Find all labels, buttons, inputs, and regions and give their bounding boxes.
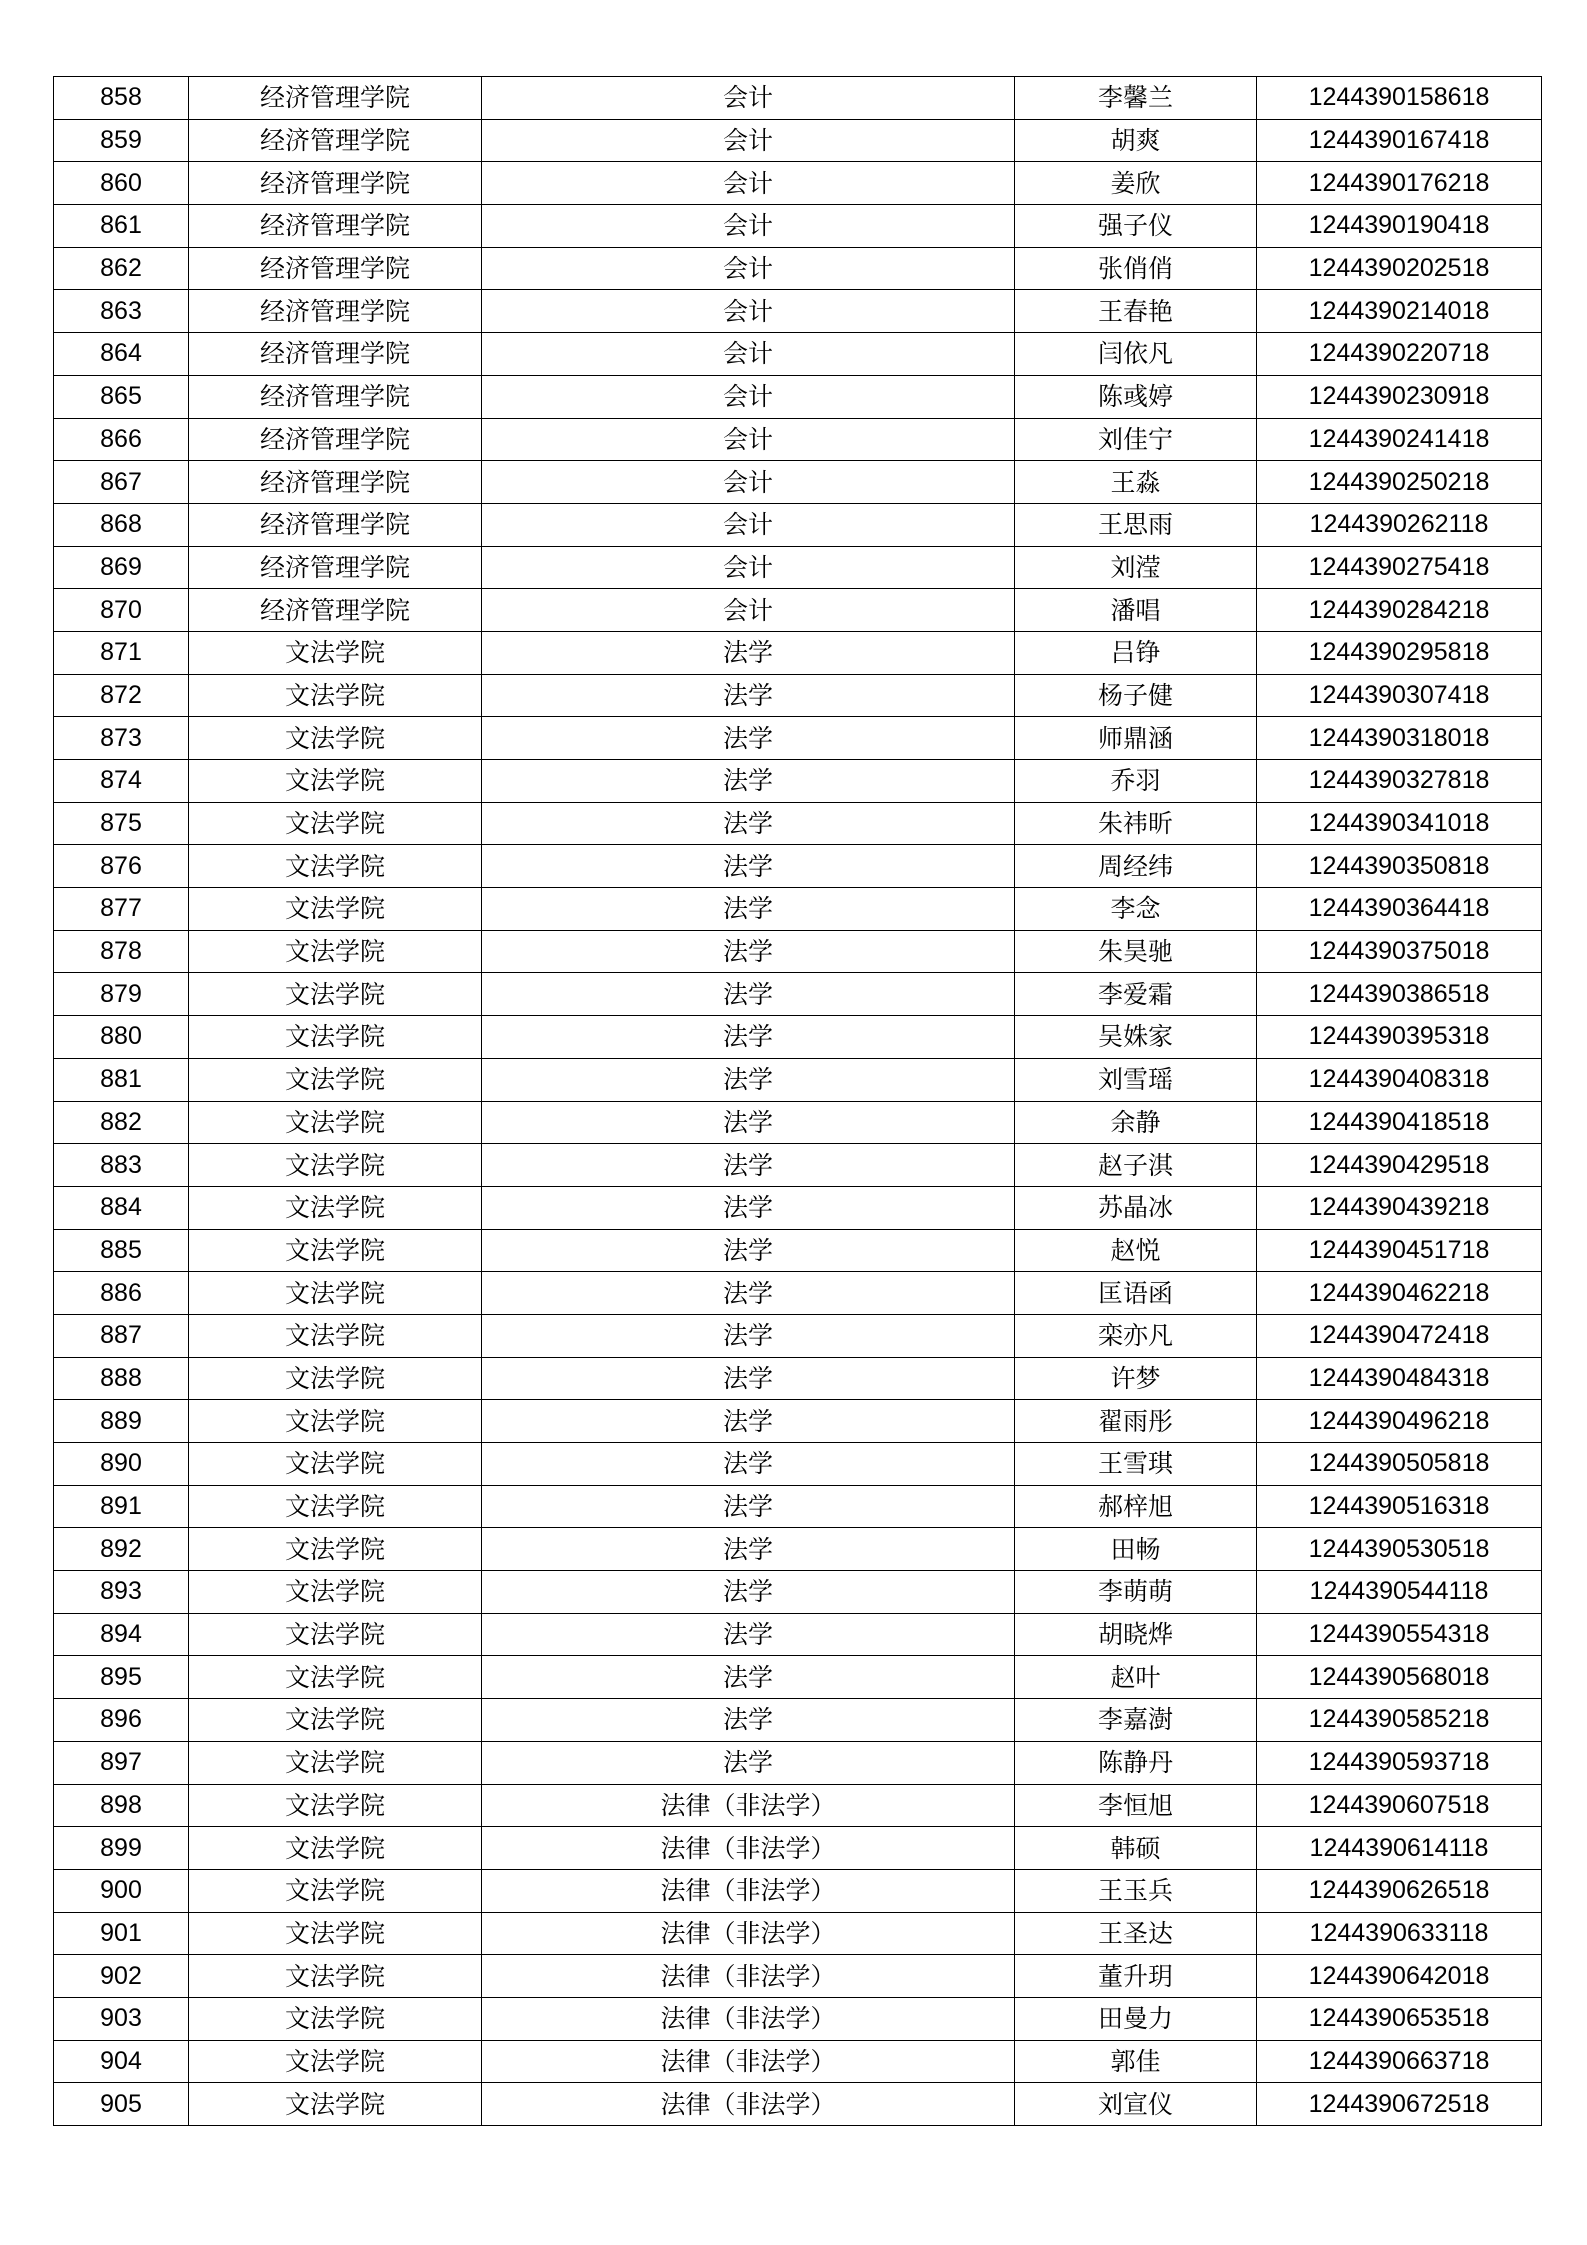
row-number-cell: 893 [54, 1571, 189, 1614]
table-row [54, 162, 1542, 205]
row-number-cell: 866 [54, 418, 189, 461]
major-cell: 法学 [482, 1485, 1015, 1528]
student-name-cell: 郭佳 [1015, 2040, 1257, 2083]
student-name-cell: 强子仪 [1015, 205, 1257, 248]
major-cell: 法律（非法学） [482, 1784, 1015, 1827]
college-cell: 文法学院 [189, 930, 482, 973]
college-cell: 文法学院 [189, 1741, 482, 1784]
college-cell: 经济管理学院 [189, 205, 482, 248]
exam-id-cell: 1244390220718 [1257, 333, 1542, 376]
exam-id-cell: 1244390439218 [1257, 1186, 1542, 1229]
college-cell: 经济管理学院 [189, 333, 482, 376]
college-cell: 文法学院 [189, 1955, 482, 1998]
student-name-cell: 杨子健 [1015, 674, 1257, 717]
student-name-cell: 朱祎昕 [1015, 802, 1257, 845]
table-row [54, 589, 1542, 632]
student-name-cell: 刘佳宁 [1015, 418, 1257, 461]
row-number-cell: 867 [54, 461, 189, 504]
major-cell: 法学 [482, 1314, 1015, 1357]
table-row [54, 2083, 1542, 2126]
exam-id-cell: 1244390484318 [1257, 1357, 1542, 1400]
major-cell: 法学 [482, 1357, 1015, 1400]
college-cell: 文法学院 [189, 1058, 482, 1101]
table-row [54, 503, 1542, 546]
row-number-cell: 901 [54, 1912, 189, 1955]
exam-id-cell: 1244390607518 [1257, 1784, 1542, 1827]
row-number-cell: 861 [54, 205, 189, 248]
table-row [54, 1485, 1542, 1528]
student-name-cell: 赵悦 [1015, 1229, 1257, 1272]
college-cell: 文法学院 [189, 1314, 482, 1357]
exam-id-cell: 1244390642018 [1257, 1955, 1542, 1998]
row-number-cell: 864 [54, 333, 189, 376]
student-name-cell: 韩硕 [1015, 1827, 1257, 1870]
student-name-cell: 王思雨 [1015, 503, 1257, 546]
college-cell: 文法学院 [189, 802, 482, 845]
student-name-cell: 余静 [1015, 1101, 1257, 1144]
exam-id-cell: 1244390318018 [1257, 717, 1542, 760]
table-row [54, 461, 1542, 504]
exam-id-cell: 1244390241418 [1257, 418, 1542, 461]
student-name-cell: 乔羽 [1015, 760, 1257, 803]
student-name-cell: 朱昊驰 [1015, 930, 1257, 973]
major-cell: 会计 [482, 333, 1015, 376]
table-row [54, 1314, 1542, 1357]
student-name-cell: 栾亦凡 [1015, 1314, 1257, 1357]
student-name-cell: 郝梓旭 [1015, 1485, 1257, 1528]
student-name-cell: 王春艳 [1015, 290, 1257, 333]
student-name-cell: 赵子淇 [1015, 1144, 1257, 1187]
college-cell: 文法学院 [189, 2083, 482, 2126]
exam-id-cell: 1244390593718 [1257, 1741, 1542, 1784]
college-cell: 经济管理学院 [189, 503, 482, 546]
table-row [54, 1613, 1542, 1656]
exam-id-cell: 1244390364418 [1257, 888, 1542, 931]
major-cell: 法学 [482, 1144, 1015, 1187]
table-row [54, 888, 1542, 931]
college-cell: 文法学院 [189, 1997, 482, 2040]
college-cell: 文法学院 [189, 1571, 482, 1614]
student-name-cell: 翟雨彤 [1015, 1400, 1257, 1443]
table-row [54, 1571, 1542, 1614]
college-cell: 经济管理学院 [189, 77, 482, 120]
exam-id-cell: 1244390633118 [1257, 1912, 1542, 1955]
row-number-cell: 873 [54, 717, 189, 760]
row-number-cell: 905 [54, 2083, 189, 2126]
table-row [54, 1528, 1542, 1571]
table-row [54, 1229, 1542, 1272]
major-cell: 法学 [482, 973, 1015, 1016]
major-cell: 法学 [482, 1571, 1015, 1614]
student-name-cell: 闫依凡 [1015, 333, 1257, 376]
college-cell: 经济管理学院 [189, 119, 482, 162]
college-cell: 文法学院 [189, 1357, 482, 1400]
exam-id-cell: 1244390516318 [1257, 1485, 1542, 1528]
row-number-cell: 883 [54, 1144, 189, 1187]
row-number-cell: 886 [54, 1272, 189, 1315]
table-row [54, 1997, 1542, 2040]
major-cell: 会计 [482, 418, 1015, 461]
college-cell: 文法学院 [189, 1869, 482, 1912]
student-name-cell: 董升玥 [1015, 1955, 1257, 1998]
major-cell: 法学 [482, 888, 1015, 931]
exam-id-cell: 1244390672518 [1257, 2083, 1542, 2126]
student-name-cell: 胡晓烨 [1015, 1613, 1257, 1656]
major-cell: 会计 [482, 546, 1015, 589]
college-cell: 文法学院 [189, 1186, 482, 1229]
exam-id-cell: 1244390429518 [1257, 1144, 1542, 1187]
exam-id-cell: 1244390614118 [1257, 1827, 1542, 1870]
exam-id-cell: 1244390462218 [1257, 1272, 1542, 1315]
row-number-cell: 885 [54, 1229, 189, 1272]
table-row [54, 674, 1542, 717]
major-cell: 法学 [482, 1741, 1015, 1784]
row-number-cell: 872 [54, 674, 189, 717]
major-cell: 法学 [482, 631, 1015, 674]
exam-id-cell: 1244390472418 [1257, 1314, 1542, 1357]
exam-id-cell: 1244390214018 [1257, 290, 1542, 333]
row-number-cell: 862 [54, 247, 189, 290]
table-row [54, 333, 1542, 376]
row-number-cell: 871 [54, 631, 189, 674]
student-name-cell: 李萌萌 [1015, 1571, 1257, 1614]
college-cell: 文法学院 [189, 1656, 482, 1699]
student-name-cell: 周经纬 [1015, 845, 1257, 888]
college-cell: 文法学院 [189, 1229, 482, 1272]
major-cell: 法律（非法学） [482, 2083, 1015, 2126]
row-number-cell: 903 [54, 1997, 189, 2040]
student-name-cell: 李恒旭 [1015, 1784, 1257, 1827]
row-number-cell: 889 [54, 1400, 189, 1443]
major-cell: 法学 [482, 1443, 1015, 1486]
student-name-cell: 许梦 [1015, 1357, 1257, 1400]
college-cell: 经济管理学院 [189, 375, 482, 418]
exam-id-cell: 1244390250218 [1257, 461, 1542, 504]
row-number-cell: 899 [54, 1827, 189, 1870]
student-name-cell: 吴姝家 [1015, 1016, 1257, 1059]
exam-id-cell: 1244390554318 [1257, 1613, 1542, 1656]
student-name-cell: 师鼎涵 [1015, 717, 1257, 760]
table-row [54, 2040, 1542, 2083]
major-cell: 会计 [482, 589, 1015, 632]
student-name-cell: 刘宣仪 [1015, 2083, 1257, 2126]
college-cell: 文法学院 [189, 2040, 482, 2083]
exam-id-cell: 1244390663718 [1257, 2040, 1542, 2083]
college-cell: 经济管理学院 [189, 461, 482, 504]
college-cell: 文法学院 [189, 1144, 482, 1187]
major-cell: 法律（非法学） [482, 1869, 1015, 1912]
row-number-cell: 890 [54, 1443, 189, 1486]
table-row [54, 1827, 1542, 1870]
student-name-cell: 王圣达 [1015, 1912, 1257, 1955]
table-row [54, 717, 1542, 760]
major-cell: 法学 [482, 1699, 1015, 1742]
table-row [54, 77, 1542, 120]
row-number-cell: 896 [54, 1699, 189, 1742]
college-cell: 经济管理学院 [189, 418, 482, 461]
student-name-cell: 苏晶冰 [1015, 1186, 1257, 1229]
major-cell: 会计 [482, 290, 1015, 333]
row-number-cell: 882 [54, 1101, 189, 1144]
major-cell: 会计 [482, 77, 1015, 120]
row-number-cell: 859 [54, 119, 189, 162]
table-row [54, 1869, 1542, 1912]
student-name-cell: 胡爽 [1015, 119, 1257, 162]
major-cell: 法律（非法学） [482, 1997, 1015, 2040]
student-name-cell: 田曼力 [1015, 1997, 1257, 2040]
table-row [54, 1058, 1542, 1101]
major-cell: 法律（非法学） [482, 1912, 1015, 1955]
student-name-cell: 李嘉澍 [1015, 1699, 1257, 1742]
row-number-cell: 880 [54, 1016, 189, 1059]
exam-id-cell: 1244390190418 [1257, 205, 1542, 248]
major-cell: 法学 [482, 1186, 1015, 1229]
exam-id-cell: 1244390176218 [1257, 162, 1542, 205]
major-cell: 法学 [482, 1016, 1015, 1059]
row-number-cell: 904 [54, 2040, 189, 2083]
major-cell: 法学 [482, 1528, 1015, 1571]
row-number-cell: 894 [54, 1613, 189, 1656]
student-name-cell: 赵叶 [1015, 1656, 1257, 1699]
college-cell: 文法学院 [189, 674, 482, 717]
row-number-cell: 870 [54, 589, 189, 632]
table-row [54, 845, 1542, 888]
table-row [54, 1443, 1542, 1486]
exam-id-cell: 1244390544118 [1257, 1571, 1542, 1614]
exam-id-cell: 1244390626518 [1257, 1869, 1542, 1912]
exam-id-cell: 1244390275418 [1257, 546, 1542, 589]
exam-id-cell: 1244390395318 [1257, 1016, 1542, 1059]
table-row [54, 119, 1542, 162]
exam-id-cell: 1244390408318 [1257, 1058, 1542, 1101]
row-number-cell: 865 [54, 375, 189, 418]
student-name-cell: 陈彧婷 [1015, 375, 1257, 418]
table-row [54, 631, 1542, 674]
exam-id-cell: 1244390167418 [1257, 119, 1542, 162]
table-row [54, 1656, 1542, 1699]
major-cell: 法学 [482, 1613, 1015, 1656]
exam-id-cell: 1244390418518 [1257, 1101, 1542, 1144]
exam-id-cell: 1244390350818 [1257, 845, 1542, 888]
row-number-cell: 878 [54, 930, 189, 973]
student-name-cell: 潘唱 [1015, 589, 1257, 632]
student-name-cell: 李爱霜 [1015, 973, 1257, 1016]
table-row [54, 1912, 1542, 1955]
table-row [54, 1186, 1542, 1229]
major-cell: 法学 [482, 1101, 1015, 1144]
student-name-cell: 李念 [1015, 888, 1257, 931]
major-cell: 会计 [482, 503, 1015, 546]
major-cell: 会计 [482, 119, 1015, 162]
row-number-cell: 860 [54, 162, 189, 205]
major-cell: 会计 [482, 461, 1015, 504]
student-name-cell: 姜欣 [1015, 162, 1257, 205]
major-cell: 会计 [482, 375, 1015, 418]
college-cell: 文法学院 [189, 1613, 482, 1656]
student-name-cell: 吕铮 [1015, 631, 1257, 674]
table-row [54, 1784, 1542, 1827]
table-row [54, 760, 1542, 803]
table-row [54, 1357, 1542, 1400]
student-name-cell: 陈静丹 [1015, 1741, 1257, 1784]
row-number-cell: 879 [54, 973, 189, 1016]
table-row [54, 290, 1542, 333]
row-number-cell: 863 [54, 290, 189, 333]
major-cell: 会计 [482, 205, 1015, 248]
table-row [54, 802, 1542, 845]
table-row [54, 247, 1542, 290]
table-row [54, 1101, 1542, 1144]
exam-id-cell: 1244390375018 [1257, 930, 1542, 973]
exam-id-cell: 1244390585218 [1257, 1699, 1542, 1742]
exam-id-cell: 1244390307418 [1257, 674, 1542, 717]
major-cell: 法学 [482, 1272, 1015, 1315]
row-number-cell: 876 [54, 845, 189, 888]
student-name-cell: 刘滢 [1015, 546, 1257, 589]
table-row [54, 1955, 1542, 1998]
college-cell: 文法学院 [189, 888, 482, 931]
exam-id-cell: 1244390284218 [1257, 589, 1542, 632]
exam-id-cell: 1244390530518 [1257, 1528, 1542, 1571]
row-number-cell: 898 [54, 1784, 189, 1827]
major-cell: 法学 [482, 717, 1015, 760]
exam-id-cell: 1244390202518 [1257, 247, 1542, 290]
student-name-cell: 李馨兰 [1015, 77, 1257, 120]
major-cell: 法律（非法学） [482, 1955, 1015, 1998]
row-number-cell: 895 [54, 1656, 189, 1699]
college-cell: 经济管理学院 [189, 162, 482, 205]
major-cell: 法学 [482, 1656, 1015, 1699]
row-number-cell: 877 [54, 888, 189, 931]
exam-id-cell: 1244390230918 [1257, 375, 1542, 418]
college-cell: 文法学院 [189, 717, 482, 760]
college-cell: 经济管理学院 [189, 290, 482, 333]
exam-id-cell: 1244390386518 [1257, 973, 1542, 1016]
major-cell: 法律（非法学） [482, 2040, 1015, 2083]
table-row [54, 1016, 1542, 1059]
exam-id-cell: 1244390158618 [1257, 77, 1542, 120]
table-row [54, 1400, 1542, 1443]
college-cell: 经济管理学院 [189, 247, 482, 290]
college-cell: 文法学院 [189, 973, 482, 1016]
college-cell: 文法学院 [189, 1272, 482, 1315]
student-name-cell: 刘雪瑶 [1015, 1058, 1257, 1101]
row-number-cell: 888 [54, 1357, 189, 1400]
exam-id-cell: 1244390496218 [1257, 1400, 1542, 1443]
major-cell: 法学 [482, 845, 1015, 888]
row-number-cell: 891 [54, 1485, 189, 1528]
college-cell: 文法学院 [189, 760, 482, 803]
major-cell: 法学 [482, 760, 1015, 803]
college-cell: 文法学院 [189, 631, 482, 674]
student-name-cell: 田畅 [1015, 1528, 1257, 1571]
student-name-cell: 王淼 [1015, 461, 1257, 504]
exam-id-cell: 1244390451718 [1257, 1229, 1542, 1272]
table-row [54, 1144, 1542, 1187]
major-cell: 会计 [482, 247, 1015, 290]
exam-id-cell: 1244390327818 [1257, 760, 1542, 803]
college-cell: 文法学院 [189, 1827, 482, 1870]
major-cell: 法学 [482, 1400, 1015, 1443]
major-cell: 法学 [482, 1058, 1015, 1101]
row-number-cell: 897 [54, 1741, 189, 1784]
roster-table [53, 76, 1542, 2126]
exam-id-cell: 1244390568018 [1257, 1656, 1542, 1699]
major-cell: 法学 [482, 930, 1015, 973]
major-cell: 会计 [482, 162, 1015, 205]
row-number-cell: 887 [54, 1314, 189, 1357]
college-cell: 经济管理学院 [189, 546, 482, 589]
college-cell: 文法学院 [189, 1400, 482, 1443]
major-cell: 法学 [482, 802, 1015, 845]
table-row [54, 375, 1542, 418]
college-cell: 文法学院 [189, 1101, 482, 1144]
table-row [54, 930, 1542, 973]
row-number-cell: 902 [54, 1955, 189, 1998]
exam-id-cell: 1244390295818 [1257, 631, 1542, 674]
major-cell: 法律（非法学） [482, 1827, 1015, 1870]
table-row [54, 1272, 1542, 1315]
row-number-cell: 900 [54, 1869, 189, 1912]
major-cell: 法学 [482, 1229, 1015, 1272]
table-row [54, 973, 1542, 1016]
exam-id-cell: 1244390505818 [1257, 1443, 1542, 1486]
row-number-cell: 858 [54, 77, 189, 120]
row-number-cell: 868 [54, 503, 189, 546]
college-cell: 文法学院 [189, 1528, 482, 1571]
table-row [54, 205, 1542, 248]
table-row [54, 1699, 1542, 1742]
college-cell: 文法学院 [189, 845, 482, 888]
table-row [54, 418, 1542, 461]
student-name-cell: 王雪琪 [1015, 1443, 1257, 1486]
row-number-cell: 881 [54, 1058, 189, 1101]
exam-id-cell: 1244390262118 [1257, 503, 1542, 546]
major-cell: 法学 [482, 674, 1015, 717]
college-cell: 经济管理学院 [189, 589, 482, 632]
exam-id-cell: 1244390341018 [1257, 802, 1542, 845]
student-name-cell: 王玉兵 [1015, 1869, 1257, 1912]
college-cell: 文法学院 [189, 1784, 482, 1827]
row-number-cell: 875 [54, 802, 189, 845]
college-cell: 文法学院 [189, 1912, 482, 1955]
row-number-cell: 874 [54, 760, 189, 803]
student-name-cell: 张俏俏 [1015, 247, 1257, 290]
table-row [54, 546, 1542, 589]
row-number-cell: 869 [54, 546, 189, 589]
roster-body [54, 77, 1542, 2126]
college-cell: 文法学院 [189, 1443, 482, 1486]
table-row [54, 1741, 1542, 1784]
college-cell: 文法学院 [189, 1485, 482, 1528]
row-number-cell: 892 [54, 1528, 189, 1571]
student-name-cell: 匡语函 [1015, 1272, 1257, 1315]
college-cell: 文法学院 [189, 1699, 482, 1742]
college-cell: 文法学院 [189, 1016, 482, 1059]
row-number-cell: 884 [54, 1186, 189, 1229]
exam-id-cell: 1244390653518 [1257, 1997, 1542, 2040]
